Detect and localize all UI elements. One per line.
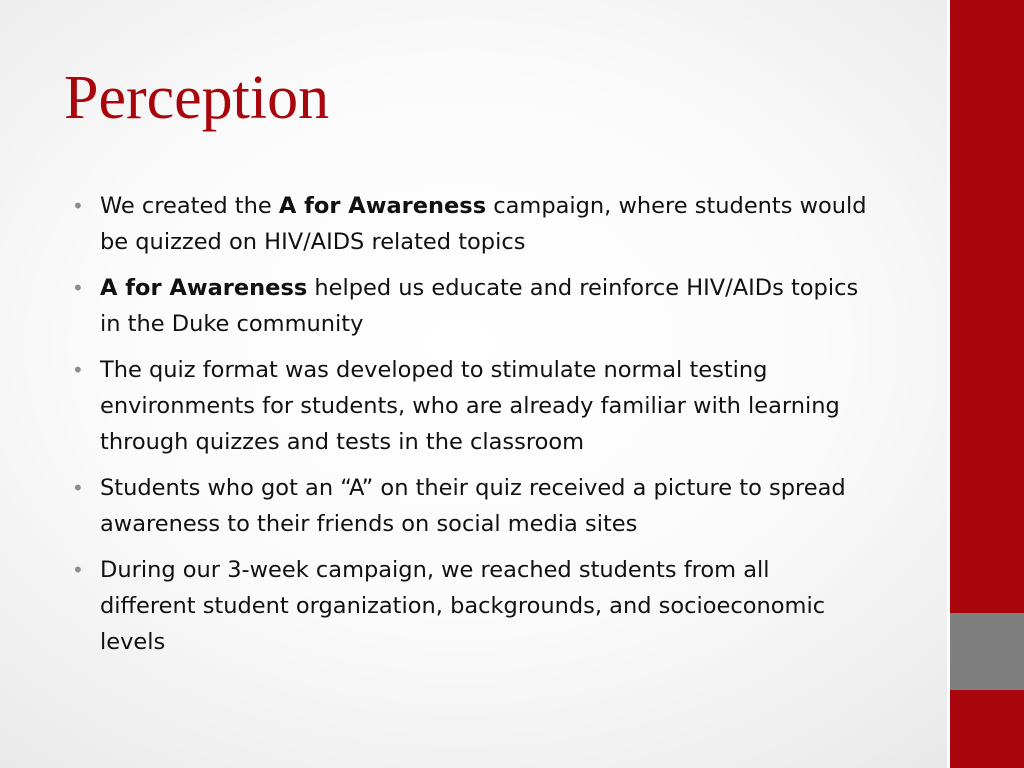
bullet-bold-text: A for Awareness bbox=[278, 193, 487, 219]
slide-title: Perception bbox=[64, 64, 330, 132]
bullet-text: The quiz format was developed to stimulate normal testing environments for students, who are already familiar with learning through quizzes and tests in the classroom bbox=[100, 357, 840, 455]
bullet-item bbox=[72, 352, 870, 460]
bullet-item bbox=[72, 552, 870, 660]
bullet-text: helped us educate and reinforce HIV/AIDs topics in the Duke community bbox=[100, 275, 859, 337]
bullet-dot-icon: • bbox=[72, 276, 84, 300]
bullet-text: Students who got an “A” on their quiz received a picture to spread awareness to their friends on social media sites bbox=[100, 475, 846, 537]
bullet-bold-text: A for Awareness bbox=[100, 275, 308, 301]
bullet-dot-icon: • bbox=[72, 476, 84, 500]
bullet-list bbox=[72, 188, 870, 670]
bullet-item bbox=[72, 470, 870, 542]
bullet-item bbox=[72, 270, 870, 342]
bullet-item bbox=[72, 188, 870, 260]
bullet-text: campaign, where students would be quizzed on HIV/AIDS related topics bbox=[100, 193, 867, 255]
sidebar-accent-bottom bbox=[950, 690, 1024, 768]
bullet-text: During our 3-week campaign, we reached students from all different student organization, backgrounds, and socioeconomic levels bbox=[100, 557, 826, 655]
bullet-text: We created the bbox=[100, 193, 279, 219]
bullet-dot-icon: • bbox=[72, 358, 84, 382]
bullet-dot-icon: • bbox=[72, 194, 84, 218]
sidebar-accent-gray bbox=[950, 613, 1024, 690]
sidebar-accent-top bbox=[950, 0, 1024, 613]
bullet-dot-icon: • bbox=[72, 558, 84, 582]
